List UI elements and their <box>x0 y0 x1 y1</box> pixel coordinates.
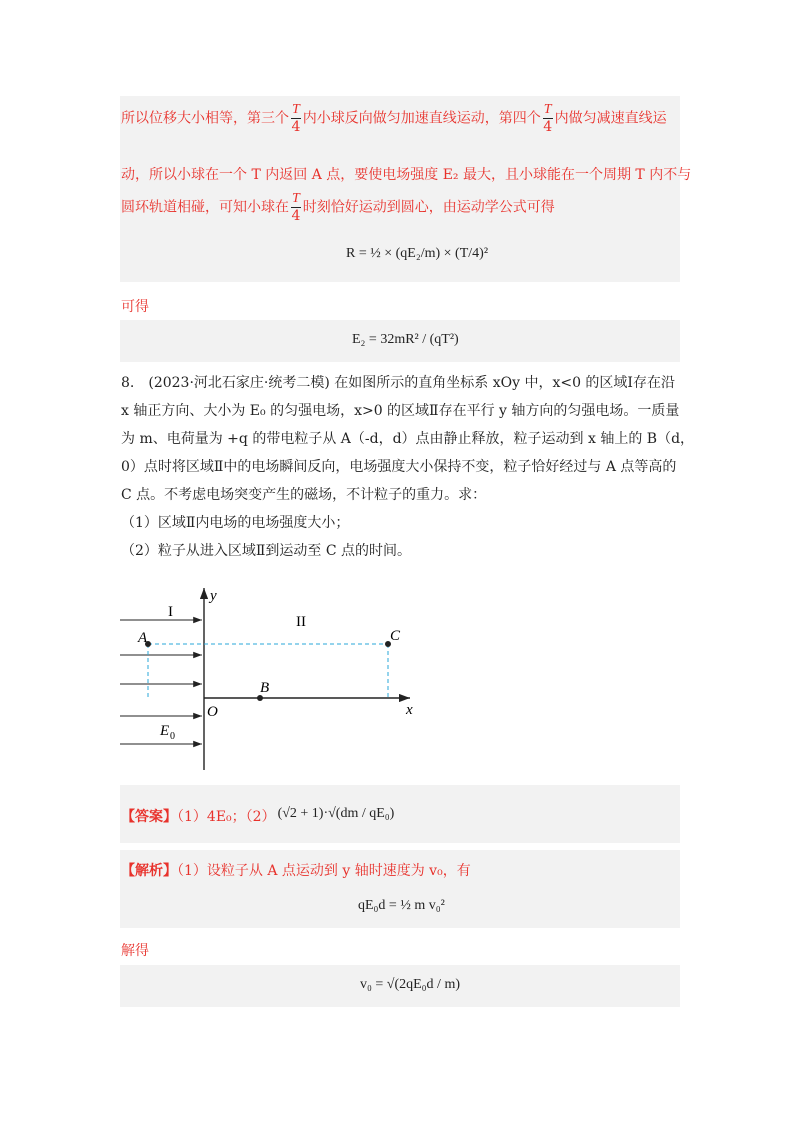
label-kede: 可得 <box>121 299 149 315</box>
problem-line-3: 为 m、电荷量为 +q 的带电粒子从 A（-d，d）点由静止释放，粒子运动到 x 轴上的 B（d， <box>121 431 695 447</box>
solution-line-1 <box>121 101 667 136</box>
label-E0: E <box>160 723 170 739</box>
question-2: （2）粒子从进入区域Ⅱ到运动至 C 点的时间。 <box>121 543 412 559</box>
label-y: y <box>210 588 217 604</box>
analysis-line <box>121 860 471 880</box>
formula-qE0d: qE₀d = ½ m v₀² <box>358 898 445 913</box>
formula-v0: v₀ = √(2qE₀d / m) <box>360 977 460 992</box>
label-B: B <box>260 680 270 696</box>
label-E0-subscript: 0 <box>170 731 175 742</box>
problem-line-1: 8. (2023·河北石家庄·统考二模) 在如图所示的直角坐标系 xOy 中，x<0 的区域Ⅰ存在沿 <box>121 375 675 391</box>
problem-line-4: 0）点时将区域Ⅱ中的电场瞬间反向，电场强度大小保持不变，粒子恰好经过与 A 点等高的 <box>121 459 677 475</box>
answer-part-1: （1）4E₀；（2） <box>177 809 276 825</box>
answer-line <box>121 806 395 826</box>
line1-part-c: 内做匀减速直线运 <box>554 110 667 127</box>
answer-part-2: (√2 + 1)·√(dm / qE₀) <box>277 806 395 821</box>
problem-line-2: x 轴正方向、大小为 E₀ 的匀强电场，x>0 的区域Ⅱ存在平行 y 轴方向的匀强电场。一质量 <box>121 403 680 419</box>
line3-part-a: 圆环轨道相碰，可知小球在 <box>121 199 289 216</box>
question-1: （1）区域Ⅱ内电场的电场强度大小； <box>121 515 350 531</box>
fraction-T-over-4: $\frac{T}{4}$ <box>543 102 553 135</box>
label-jiede: 解得 <box>121 943 149 959</box>
solution-line-3 <box>121 190 555 225</box>
label-O: O <box>207 704 218 720</box>
fraction-T-over-4: $\frac{T}{4}$ <box>291 102 301 135</box>
line1-part-b: 内小球反向做匀加速直线运动，第四个 <box>302 110 541 127</box>
analysis-tag: 【解析】 <box>121 863 177 879</box>
formula-E2: E₂ = 32mR² / (qT²) <box>352 332 459 347</box>
label-A: A <box>138 630 148 646</box>
coordinate-figure <box>110 580 430 780</box>
fraction-T-over-4: $\frac{T}{4}$ <box>291 191 301 224</box>
solution-line-2: 动，所以小球在一个 T 内返回 A 点，要使电场强度 E₂ 最大，且小球能在一个周期 T 内不与 <box>121 167 692 183</box>
line1-part-a: 所以位移大小相等，第三个 <box>121 110 289 127</box>
line3-part-b: 时刻恰好运动到圆心，由运动学公式可得 <box>302 199 555 216</box>
label-region-1: I <box>168 604 173 620</box>
label-x: x <box>406 702 413 718</box>
label-region-2: II <box>296 614 306 630</box>
problem-line-5: C 点。不考虑电场突变产生的磁场，不计粒子的重力。求： <box>121 487 487 503</box>
formula-R: R = ½ × (qE₂/m) × (T/4)² <box>346 246 489 261</box>
analysis-text: （1）设粒子从 A 点运动到 y 轴时速度为 v₀，有 <box>177 863 471 879</box>
answer-tag: 【答案】 <box>121 809 177 825</box>
label-C: C <box>390 628 401 644</box>
